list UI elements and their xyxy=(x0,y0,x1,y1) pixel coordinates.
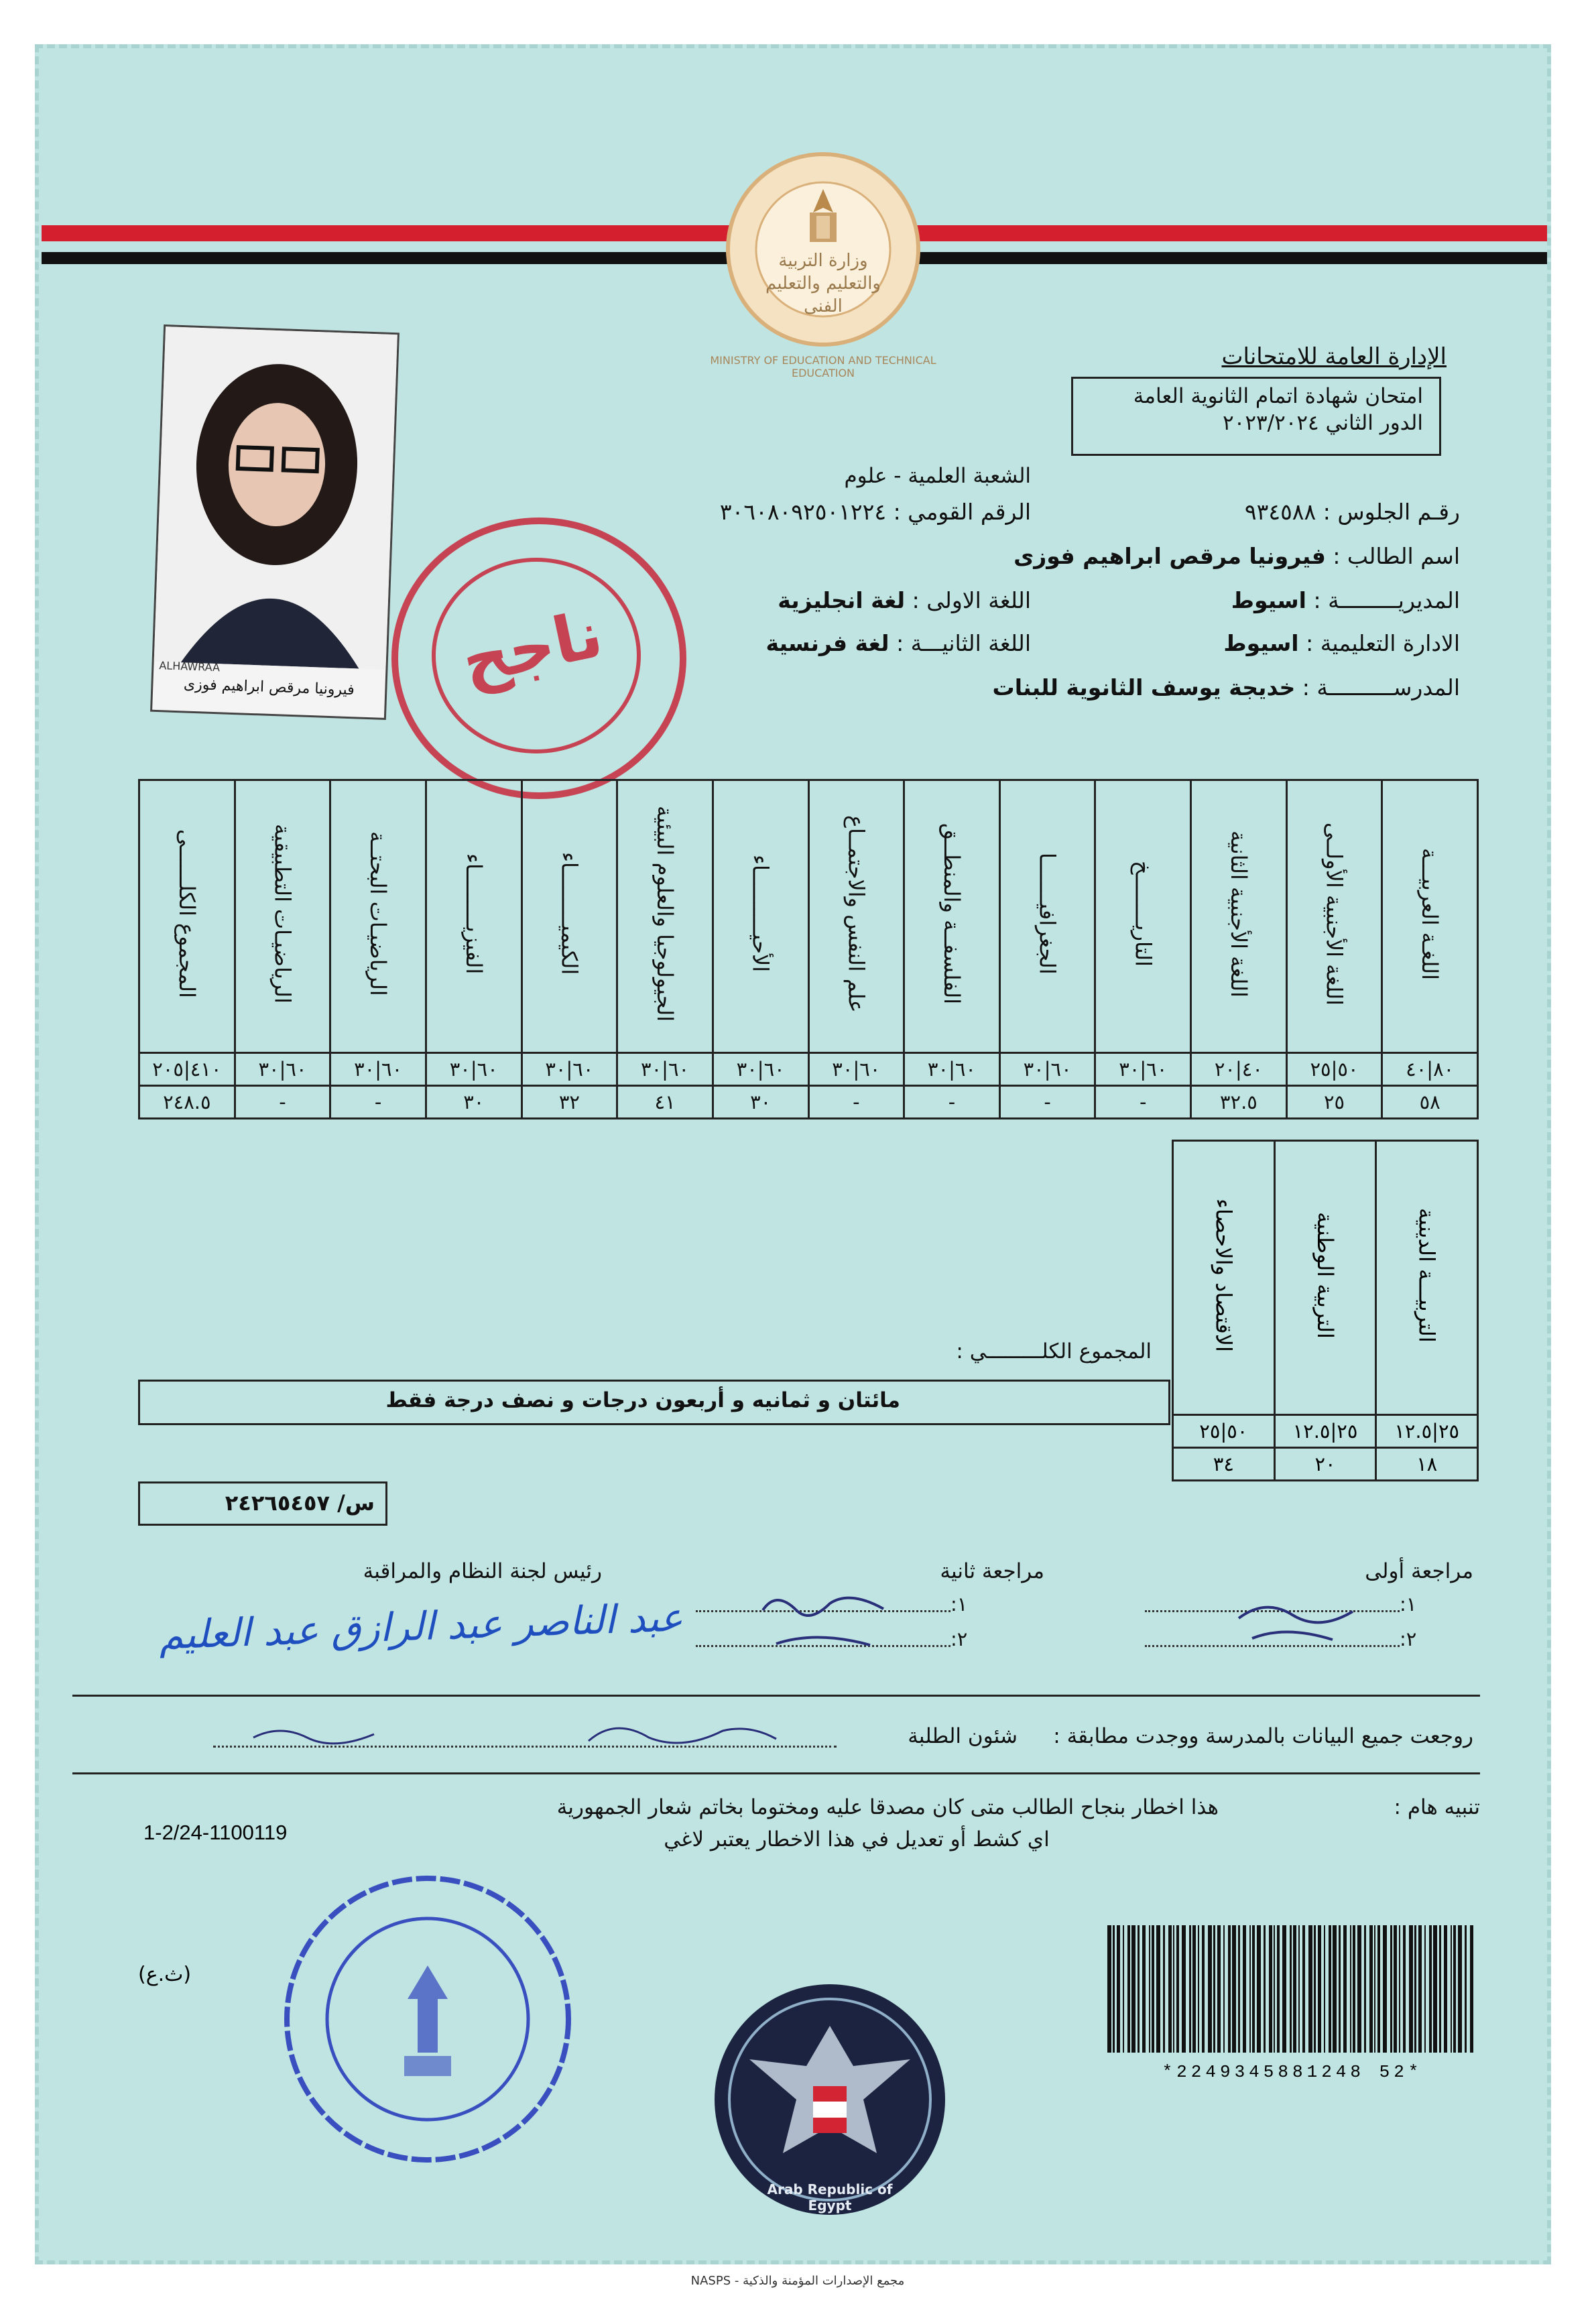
school-row xyxy=(910,674,1460,701)
extra-max-row xyxy=(1173,1415,1478,1448)
subject-header-label-10: الفيزيـــــــــاء xyxy=(461,853,487,975)
barcode-bar xyxy=(1238,1925,1240,2053)
second-review-n2: ٢: xyxy=(950,1628,968,1650)
barcode-bar xyxy=(1156,1925,1160,2053)
barcode-bar xyxy=(1353,1925,1355,2053)
lang1-row xyxy=(615,587,1031,613)
reference-number: 1-2/24-1100119 xyxy=(143,1821,288,1844)
notice-label: تنبيه هام : xyxy=(1394,1795,1480,1819)
national-id: ٣٠٦٠٨٠٩٢٥٠١٢٢٤ xyxy=(719,499,887,525)
subjects-table xyxy=(138,779,1479,1119)
barcode-bar xyxy=(1173,1925,1174,2053)
extra-max-0: ٢٥|١٢.٥ xyxy=(1376,1415,1478,1448)
barcode-bar xyxy=(1252,1925,1255,2053)
barcode-bar xyxy=(1453,1925,1456,2053)
serial-box xyxy=(138,1481,387,1526)
affairs-label: شئون الطلبة xyxy=(908,1724,1018,1748)
barcode-bar xyxy=(1189,1925,1191,2053)
barcode-bar xyxy=(1182,1925,1186,2053)
seal-text: Arab Republic of Egypt xyxy=(767,2181,893,2213)
subject-max-10: ٦٠|٣٠ xyxy=(426,1053,521,1086)
edu-admin-value: اسيوط xyxy=(1223,630,1299,656)
extra-subjects-table xyxy=(1172,1140,1479,1481)
subject-header-label-8: الجيولوجيا والعلوم البيئية xyxy=(652,805,678,1022)
subject-header-label-13: المجموع الكلــــــى xyxy=(174,829,200,998)
pass-stamp-text: ناجح xyxy=(455,596,609,699)
divider-1 xyxy=(72,1695,1480,1697)
barcode-bar xyxy=(1176,1925,1179,2053)
blue-seal-stamp xyxy=(273,1865,582,2173)
subject-header-3 xyxy=(1095,780,1191,1053)
extra-max-1: ٢٥|١٢.٥ xyxy=(1274,1415,1376,1448)
subject-header-4 xyxy=(999,780,1095,1053)
barcode-bar xyxy=(1329,1925,1331,2053)
subject-score-11: - xyxy=(330,1086,426,1119)
seat-row xyxy=(1031,499,1460,525)
extra-header-label-1: التربية الوطنية xyxy=(1312,1212,1339,1339)
extra-max-2: ٥٠|٢٥ xyxy=(1173,1415,1275,1448)
edu-admin-label: الادارة التعليمية : xyxy=(1306,630,1460,656)
barcode-bar xyxy=(1451,1925,1452,2053)
subject-max-9: ٦٠|٣٠ xyxy=(521,1053,617,1086)
barcode-bar xyxy=(1399,1925,1400,2053)
subject-header-11 xyxy=(330,780,426,1053)
extra-header-1 xyxy=(1274,1141,1376,1415)
seat-label: رقـم الجلوس : xyxy=(1323,499,1460,525)
barcode-bar xyxy=(1439,1925,1441,2053)
barcode-bar xyxy=(1269,1925,1272,2053)
subject-max-11: ٦٠|٣٠ xyxy=(330,1053,426,1086)
name-row xyxy=(910,543,1460,569)
subject-header-label-0: اللغـة العربيـــة xyxy=(1417,847,1443,980)
barcode-bar xyxy=(1350,1925,1351,2053)
barcode-bar xyxy=(1369,1925,1373,2053)
subject-max-8: ٦٠|٣٠ xyxy=(617,1053,713,1086)
extra-header-0 xyxy=(1376,1141,1478,1415)
subject-header-8 xyxy=(617,780,713,1053)
subject-score-8: ٤١ xyxy=(617,1086,713,1119)
subject-header-label-6: علم النفس والاجتمــاع xyxy=(843,814,869,1013)
subject-max-12: ٦٠|٣٠ xyxy=(235,1053,330,1086)
exam-line2: الدور الثاني ٢٠٢٣/٢٠٢٤ xyxy=(1223,411,1423,435)
pass-stamp xyxy=(391,518,686,799)
lang2-label: اللغة الثانيـــة : xyxy=(896,630,1031,656)
barcode-bar xyxy=(1127,1925,1130,2053)
extra-header-row xyxy=(1173,1141,1478,1415)
subject-score-6: - xyxy=(808,1086,904,1119)
barcode-bar xyxy=(1142,1925,1146,2053)
second-review-label: مراجعة ثانية xyxy=(940,1559,1044,1583)
edu-admin-row xyxy=(1031,630,1460,656)
barcode-bar xyxy=(1198,1925,1199,2053)
subject-max-13: ٤١٠|٢٠٥ xyxy=(139,1053,235,1086)
second-review-signature xyxy=(749,1583,897,1657)
subject-score-3: - xyxy=(1095,1086,1191,1119)
barcode-bar xyxy=(1213,1925,1215,2053)
barcode-bar xyxy=(1470,1925,1473,2053)
student-portrait xyxy=(154,326,397,670)
national-row xyxy=(615,499,1031,525)
barcode-bar xyxy=(1192,1925,1196,2053)
subject-header-label-7: الأحيــــــــــاء xyxy=(747,855,774,973)
subject-score-1: ٢٥ xyxy=(1286,1086,1382,1119)
barcode-bar xyxy=(1364,1925,1366,2053)
barcode-bar xyxy=(1202,1925,1205,2053)
barcode-bar xyxy=(1418,1925,1422,2053)
total-words-box xyxy=(138,1380,1170,1425)
subject-max-3: ٦٠|٣٠ xyxy=(1095,1053,1191,1086)
barcode-bar xyxy=(1138,1925,1140,2053)
name-label: اسم الطالب : xyxy=(1333,543,1460,569)
subject-header-9 xyxy=(521,780,617,1053)
subject-header-label-4: الجغرافيـــــــا xyxy=(1034,853,1060,975)
footer-text: مجمع الإصدارات المؤمنة والذكية - NASPS xyxy=(690,2274,905,2288)
notice-line1: هذا اخطار بنجاح الطالب متى كان مصدقا عليه ومختوما بخاتم شعار الجمهورية xyxy=(556,1795,1219,1819)
serial-number: ٢٤٢٦٥٤٥٧ xyxy=(225,1490,330,1516)
first-review-n1: ١: xyxy=(1400,1593,1417,1616)
barcode-bar xyxy=(1117,1925,1120,2053)
section-label: الشعبة العلمية - علوم xyxy=(844,464,1031,488)
subjects-max-row xyxy=(139,1053,1478,1086)
extra-header-2 xyxy=(1173,1141,1275,1415)
subject-max-1: ٥٠|٢٥ xyxy=(1286,1053,1382,1086)
barcode-bar xyxy=(1274,1925,1275,2053)
subject-header-6 xyxy=(808,780,904,1053)
barcode-bar xyxy=(1394,1925,1397,2053)
photo-caption: فيرونيا مرقص ابراهيم فوزى xyxy=(183,676,355,699)
subject-header-1 xyxy=(1286,780,1382,1053)
barcode-bar xyxy=(1277,1925,1280,2053)
barcode-bar xyxy=(1257,1925,1261,2053)
subjects-header-row xyxy=(139,780,1478,1053)
first-review-signature xyxy=(1232,1585,1366,1652)
subject-header-label-2: اللغة الأجنبية الثانية xyxy=(1225,830,1251,997)
barcode-bar xyxy=(1264,1925,1266,2053)
barcode-bar xyxy=(1343,1925,1347,2053)
barcode-bar xyxy=(1444,1925,1447,2053)
subject-score-13: ٢٤٨.٥ xyxy=(139,1086,235,1119)
barcode-bar xyxy=(1228,1925,1231,2053)
barcode-bar xyxy=(1377,1925,1380,2053)
verified-label: روجعت جميع البيانات بالمدرسة ووجدت مطابقة : xyxy=(1053,1724,1473,1748)
subject-header-label-3: التاريــــــــخ xyxy=(1130,860,1156,967)
subject-score-5: - xyxy=(904,1086,1000,1119)
student-name: فيرونيا مرقص ابراهيم فوزى xyxy=(1014,543,1326,569)
barcode-bar xyxy=(1152,1925,1154,2053)
barcode-bar xyxy=(1383,1925,1387,2053)
barcode-bar xyxy=(1357,1925,1361,2053)
first-review-label: مراجعة أولى xyxy=(1365,1559,1473,1583)
barcode-bar xyxy=(1223,1925,1225,2053)
subject-header-label-9: الكيميـــــــــاء xyxy=(556,852,582,975)
barcode-bar xyxy=(1131,1925,1135,2053)
barcode-bar xyxy=(1113,1925,1115,2053)
lang1-value: لغة انجليزية xyxy=(778,587,906,613)
barcode-bar xyxy=(1414,1925,1416,2053)
barcode-bar xyxy=(1424,1925,1426,2053)
subject-header-13 xyxy=(139,780,235,1053)
barcode-bar xyxy=(1298,1925,1300,2053)
barcode-bar xyxy=(1243,1925,1246,2053)
school-label: المدرســــــــــة : xyxy=(1302,674,1460,701)
subject-header-2 xyxy=(1191,780,1287,1053)
ministry-name-en: MINISTRY OF EDUCATION AND TECHNICAL EDUCATION xyxy=(710,354,936,379)
subject-score-0: ٥٨ xyxy=(1382,1086,1478,1119)
serial-label: س/ xyxy=(337,1490,375,1516)
barcode-bar xyxy=(1314,1925,1316,2053)
barcode-bar xyxy=(1324,1925,1325,2053)
subject-max-6: ٦٠|٣٠ xyxy=(808,1053,904,1086)
barcode-bar xyxy=(1293,1925,1296,2053)
barcode-bar xyxy=(1374,1925,1375,2053)
lang1-label: اللغة الاولى : xyxy=(912,587,1031,613)
subject-max-4: ٦٠|٣٠ xyxy=(999,1053,1095,1086)
subject-header-label-11: الرياضيـات البحتــة xyxy=(365,831,391,996)
barcode-number: *2249345881248 52* xyxy=(1162,2062,1423,2082)
barcode-bar xyxy=(1302,1925,1305,2053)
directorate-label: المديريـــــــــة : xyxy=(1313,587,1460,613)
affairs-signatures xyxy=(240,1711,816,1758)
subject-max-5: ٦٠|٣٠ xyxy=(904,1053,1000,1086)
extra-score-row xyxy=(1173,1448,1478,1481)
barcode-bar xyxy=(1107,1925,1111,2053)
notice-line2: اي كشط أو تعديل في هذا الاخطار يعتبر لاغي xyxy=(664,1827,1050,1852)
barcode-bar xyxy=(1208,1925,1212,2053)
photo-tag: ALHAWRAA xyxy=(159,659,221,674)
barcode-bar xyxy=(1149,1925,1150,2053)
school-value: خديجة يوسف الثانوية للبنات xyxy=(992,674,1296,701)
subject-header-0 xyxy=(1382,780,1478,1053)
chair-signature: عبد الناصر عبد الرازق عبد العليم xyxy=(158,1594,684,1658)
seat-number: ٩٣٤٥٨٨ xyxy=(1244,499,1316,525)
barcode-bar xyxy=(1429,1925,1432,2053)
barcode-bar xyxy=(1217,1925,1221,2053)
subject-max-2: ٤٠|٢٠ xyxy=(1191,1053,1287,1086)
barcode-bar xyxy=(1308,1925,1312,2053)
second-review-n1: ١: xyxy=(950,1593,968,1616)
exam-line1: امتحان شهادة اتمام الثانوية العامة xyxy=(1133,384,1423,408)
first-review-n2: ٢: xyxy=(1400,1628,1417,1650)
exam-box xyxy=(1071,377,1441,456)
subject-header-label-5: الفلسفــة والمنطــق xyxy=(938,823,965,1005)
total-label: المجموع الكلـــــــــي : xyxy=(956,1339,1152,1363)
ministry-name-ar: وزارة التربية والتعليم والتعليم الفنى xyxy=(765,251,881,316)
barcode-bar xyxy=(1339,1925,1341,2053)
extra-score-2: ٣٤ xyxy=(1173,1448,1275,1481)
subject-header-label-1: اللغة الأجنبية الأولــى xyxy=(1321,822,1347,1006)
barcode-bar xyxy=(1290,1925,1292,2053)
barcode-bar xyxy=(1249,1925,1251,2053)
subject-score-10: ٣٠ xyxy=(426,1086,521,1119)
divider-2 xyxy=(72,1772,1480,1774)
subject-score-12: - xyxy=(235,1086,330,1119)
student-photo xyxy=(150,324,400,720)
barcode-bar xyxy=(1163,1925,1165,2053)
directorate-value: اسيوط xyxy=(1231,587,1306,613)
issuer-code: (ث.ع) xyxy=(138,1963,192,1986)
barcode-bar xyxy=(1123,1925,1124,2053)
subject-header-5 xyxy=(904,780,1000,1053)
lang2-row xyxy=(615,630,1031,656)
barcode-bar xyxy=(1433,1925,1437,2053)
barcode-bar xyxy=(1458,1925,1462,2053)
barcode-bar xyxy=(1403,1925,1406,2053)
barcode-bar xyxy=(1232,1925,1236,2053)
subject-header-12 xyxy=(235,780,330,1053)
subject-score-7: ٣٠ xyxy=(713,1086,808,1119)
subject-max-7: ٦٠|٣٠ xyxy=(713,1053,808,1086)
barcode-bar xyxy=(1409,1925,1413,2053)
subject-score-2: ٣٢.٥ xyxy=(1191,1086,1287,1119)
extra-header-label-2: الاقتصاد والاحصاء xyxy=(1211,1199,1237,1352)
barcode-bar xyxy=(1465,1925,1467,2053)
lang2-value: لغة فرنسية xyxy=(765,630,889,656)
admin-title: الإدارة العامة للامتحانات xyxy=(1221,343,1447,370)
barcode-bar xyxy=(1318,1925,1321,2053)
subject-header-10 xyxy=(426,780,521,1053)
subject-score-4: - xyxy=(999,1086,1095,1119)
subject-header-label-12: الرياضيـات التطبيقية xyxy=(269,823,296,1004)
certificate-sheet xyxy=(35,44,1551,2264)
barcode-bar xyxy=(1333,1925,1337,2053)
national-label: الرقم القومي : xyxy=(893,499,1031,525)
barcode xyxy=(1105,1925,1480,2053)
barcode-bar xyxy=(1282,1925,1286,2053)
extra-score-0: ١٨ xyxy=(1376,1448,1478,1481)
subject-header-7 xyxy=(713,780,808,1053)
total-words: مائتان و ثمانيه و أربعون درجات و نصف درجة فقط xyxy=(385,1388,900,1412)
directorate-row xyxy=(1031,587,1460,613)
subject-score-9: ٣٢ xyxy=(521,1086,617,1119)
chair-label: رئيس لجنة النظام والمراقبة xyxy=(363,1559,602,1583)
subjects-score-row xyxy=(139,1086,1478,1119)
barcode-bar xyxy=(1390,1925,1392,2053)
subject-max-0: ٨٠|٤٠ xyxy=(1382,1053,1478,1086)
extra-score-1: ٢٠ xyxy=(1274,1448,1376,1481)
barcode-bar xyxy=(1168,1925,1172,2053)
extra-header-label-0: التربيـــة الدينية xyxy=(1414,1208,1440,1343)
